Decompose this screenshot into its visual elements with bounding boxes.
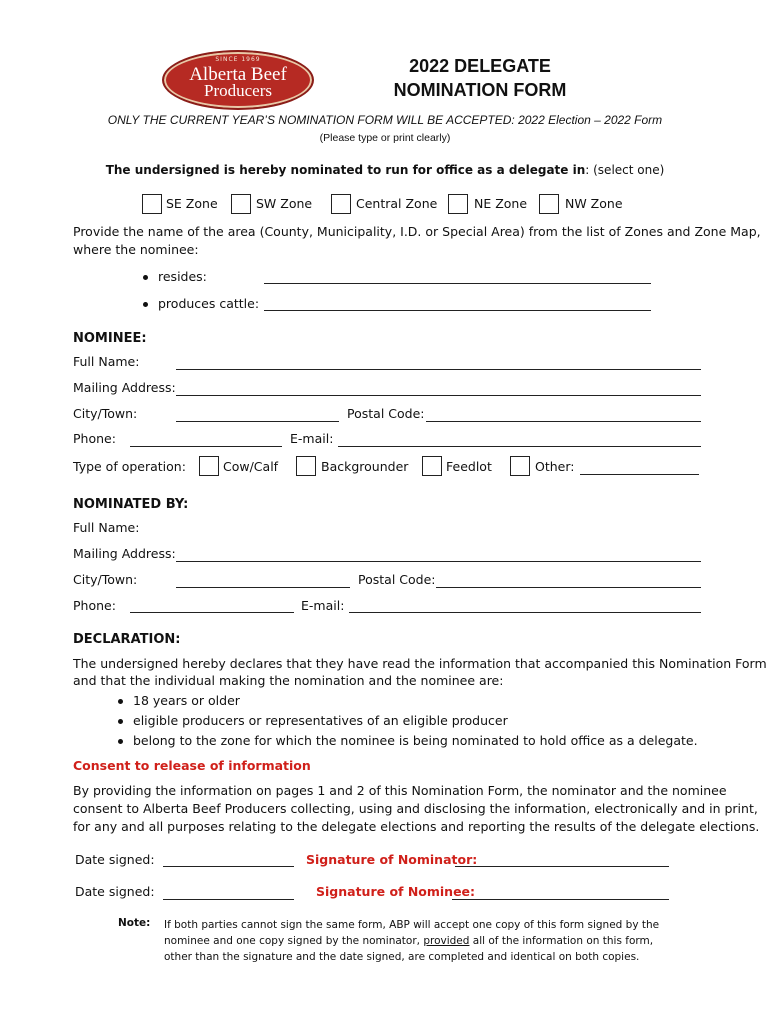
date-signed-field-1[interactable] bbox=[163, 866, 294, 867]
nominator-mailing-label: Mailing Address: bbox=[73, 546, 176, 561]
nominee-postal-field[interactable] bbox=[426, 421, 701, 422]
declaration-item bbox=[118, 693, 240, 708]
logo-since: SINCE 1969 bbox=[215, 56, 261, 63]
ne-zone-label: NE Zone bbox=[474, 196, 528, 211]
print-note: (Please type or print clearly) bbox=[319, 132, 451, 144]
backgrounder-checkbox[interactable] bbox=[296, 456, 316, 476]
nominee-phone-label: Phone: bbox=[73, 431, 116, 446]
declaration-item-label: 18 years or older bbox=[133, 693, 240, 708]
type-of-operation-label: Type of operation: bbox=[73, 459, 186, 474]
nominator-mailing-field[interactable] bbox=[176, 561, 701, 562]
alberta-beef-producers-logo bbox=[162, 50, 314, 110]
nominee-postal-label: Postal Code: bbox=[347, 406, 425, 421]
nominator-signature-field[interactable] bbox=[455, 866, 669, 867]
title-line1: 2022 DELEGATE bbox=[409, 56, 551, 76]
consent-heading: Consent to release of information bbox=[73, 758, 311, 773]
nominator-phone-label: Phone: bbox=[73, 598, 116, 613]
nominee-phone-field[interactable] bbox=[130, 446, 282, 447]
nominated-by-heading: NOMINATED BY: bbox=[73, 497, 189, 512]
nominee-signature-field[interactable] bbox=[452, 899, 669, 900]
other-checkbox[interactable] bbox=[510, 456, 530, 476]
page-title bbox=[340, 54, 620, 102]
area-text-2: where the nominee: bbox=[73, 242, 199, 257]
consent-text-3: for any and all purposes relating to the delegate elections and reporting the results of the delegate elections. bbox=[73, 819, 760, 834]
resides-field[interactable] bbox=[264, 283, 651, 284]
nw-zone-checkbox[interactable] bbox=[539, 194, 559, 214]
note-text bbox=[164, 917, 704, 965]
nominator-city-label: City/Town: bbox=[73, 572, 138, 587]
date-signed-field-2[interactable] bbox=[163, 899, 294, 900]
nominee-email-field[interactable] bbox=[338, 446, 701, 447]
other-field[interactable] bbox=[580, 474, 699, 475]
backgrounder-label: Backgrounder bbox=[321, 459, 409, 474]
logo-line2: Producers bbox=[204, 81, 272, 100]
se-zone-checkbox[interactable] bbox=[142, 194, 162, 214]
date-signed-label-1: Date signed: bbox=[75, 852, 155, 867]
nominator-city-field[interactable] bbox=[176, 587, 350, 588]
intro-text bbox=[60, 163, 710, 177]
cow-calf-label: Cow/Calf bbox=[223, 459, 279, 474]
note-line-2-b: all of the information on this form, bbox=[469, 935, 654, 947]
note-line-3: other than the signature and the date signed, are completed and identical on both copies. bbox=[164, 951, 640, 963]
resides-item bbox=[143, 269, 207, 284]
produces-cattle-item bbox=[143, 296, 259, 311]
consent-text-1: By providing the information on pages 1 and 2 of this Nomination Form, the nominator and the nominee bbox=[73, 783, 727, 798]
nominee-mailing-field[interactable] bbox=[176, 395, 701, 396]
nominee-mailing-label: Mailing Address: bbox=[73, 380, 176, 395]
feedlot-label: Feedlot bbox=[446, 459, 492, 474]
central-zone-label: Central Zone bbox=[356, 196, 438, 211]
nominee-signature-label: Signature of Nominee: bbox=[316, 884, 476, 899]
note-provided: provided bbox=[423, 935, 470, 947]
note-line-2-a: nominee and one copy signed by the nominator, bbox=[164, 935, 424, 947]
ne-zone-checkbox[interactable] bbox=[448, 194, 468, 214]
cow-calf-checkbox[interactable] bbox=[199, 456, 219, 476]
intro-bold: The undersigned is hereby nominated to run for office as a delegate in bbox=[105, 163, 586, 177]
logo-line1: Alberta Beef bbox=[189, 64, 287, 85]
produces-cattle-label: produces cattle: bbox=[158, 296, 260, 311]
nominator-full-name-label: Full Name: bbox=[73, 520, 140, 535]
nominator-postal-field[interactable] bbox=[436, 587, 701, 588]
other-label: Other: bbox=[535, 459, 575, 474]
consent-text-2: consent to Alberta Beef Producers collecting, using and disclosing the information, electronically and in print, bbox=[73, 801, 758, 816]
note-line-2 bbox=[164, 933, 704, 949]
area-text-1: Provide the name of the area (County, Municipality, I.D. or Special Area) from the list of Zones and Zone Map, bbox=[73, 224, 761, 239]
nominator-phone-field[interactable] bbox=[130, 612, 294, 613]
nominee-city-field[interactable] bbox=[176, 421, 339, 422]
feedlot-checkbox[interactable] bbox=[422, 456, 442, 476]
declaration-heading: DECLARATION: bbox=[73, 632, 181, 647]
declaration-text-2: and that the individual making the nomination and the nominee are: bbox=[73, 673, 504, 688]
nominator-email-label: E-mail: bbox=[301, 598, 345, 613]
date-signed-label-2: Date signed: bbox=[75, 884, 155, 899]
note-line-1: If both parties cannot sign the same form, ABP will accept one copy of this form signed by the bbox=[164, 919, 660, 931]
nominee-email-label: E-mail: bbox=[290, 431, 334, 446]
nw-zone-label: NW Zone bbox=[565, 196, 623, 211]
nominee-heading: NOMINEE: bbox=[73, 331, 147, 346]
notice: ONLY THE CURRENT YEAR’S NOMINATION FORM WILL BE ACCEPTED: 2022 Election – 2022 Form bbox=[107, 113, 663, 127]
produces-cattle-field[interactable] bbox=[264, 310, 651, 311]
declaration-item-label: eligible producers or representatives of an eligible producer bbox=[133, 713, 508, 728]
central-zone-checkbox[interactable] bbox=[331, 194, 351, 214]
nominator-email-field[interactable] bbox=[349, 612, 701, 613]
nominee-full-name-field[interactable] bbox=[176, 369, 701, 370]
sw-zone-label: SW Zone bbox=[256, 196, 313, 211]
nominator-postal-label: Postal Code: bbox=[358, 572, 436, 587]
se-zone-label: SE Zone bbox=[166, 196, 218, 211]
intro-rest: : (select one) bbox=[585, 163, 665, 177]
title-line2: NOMINATION FORM bbox=[393, 80, 567, 100]
declaration-item bbox=[118, 713, 508, 728]
nominee-city-label: City/Town: bbox=[73, 406, 138, 421]
nominator-signature-label: Signature of Nominator: bbox=[306, 852, 478, 867]
nominee-full-name-label: Full Name: bbox=[73, 354, 140, 369]
declaration-item-label: belong to the zone for which the nominee is being nominated to hold office as a delegate. bbox=[133, 733, 698, 748]
note-label: Note: bbox=[118, 917, 151, 929]
declaration-text-1: The undersigned hereby declares that they have read the information that accompanied this Nomination Form bbox=[73, 656, 767, 671]
declaration-item bbox=[118, 733, 698, 748]
sw-zone-checkbox[interactable] bbox=[231, 194, 251, 214]
resides-label: resides: bbox=[158, 269, 207, 284]
